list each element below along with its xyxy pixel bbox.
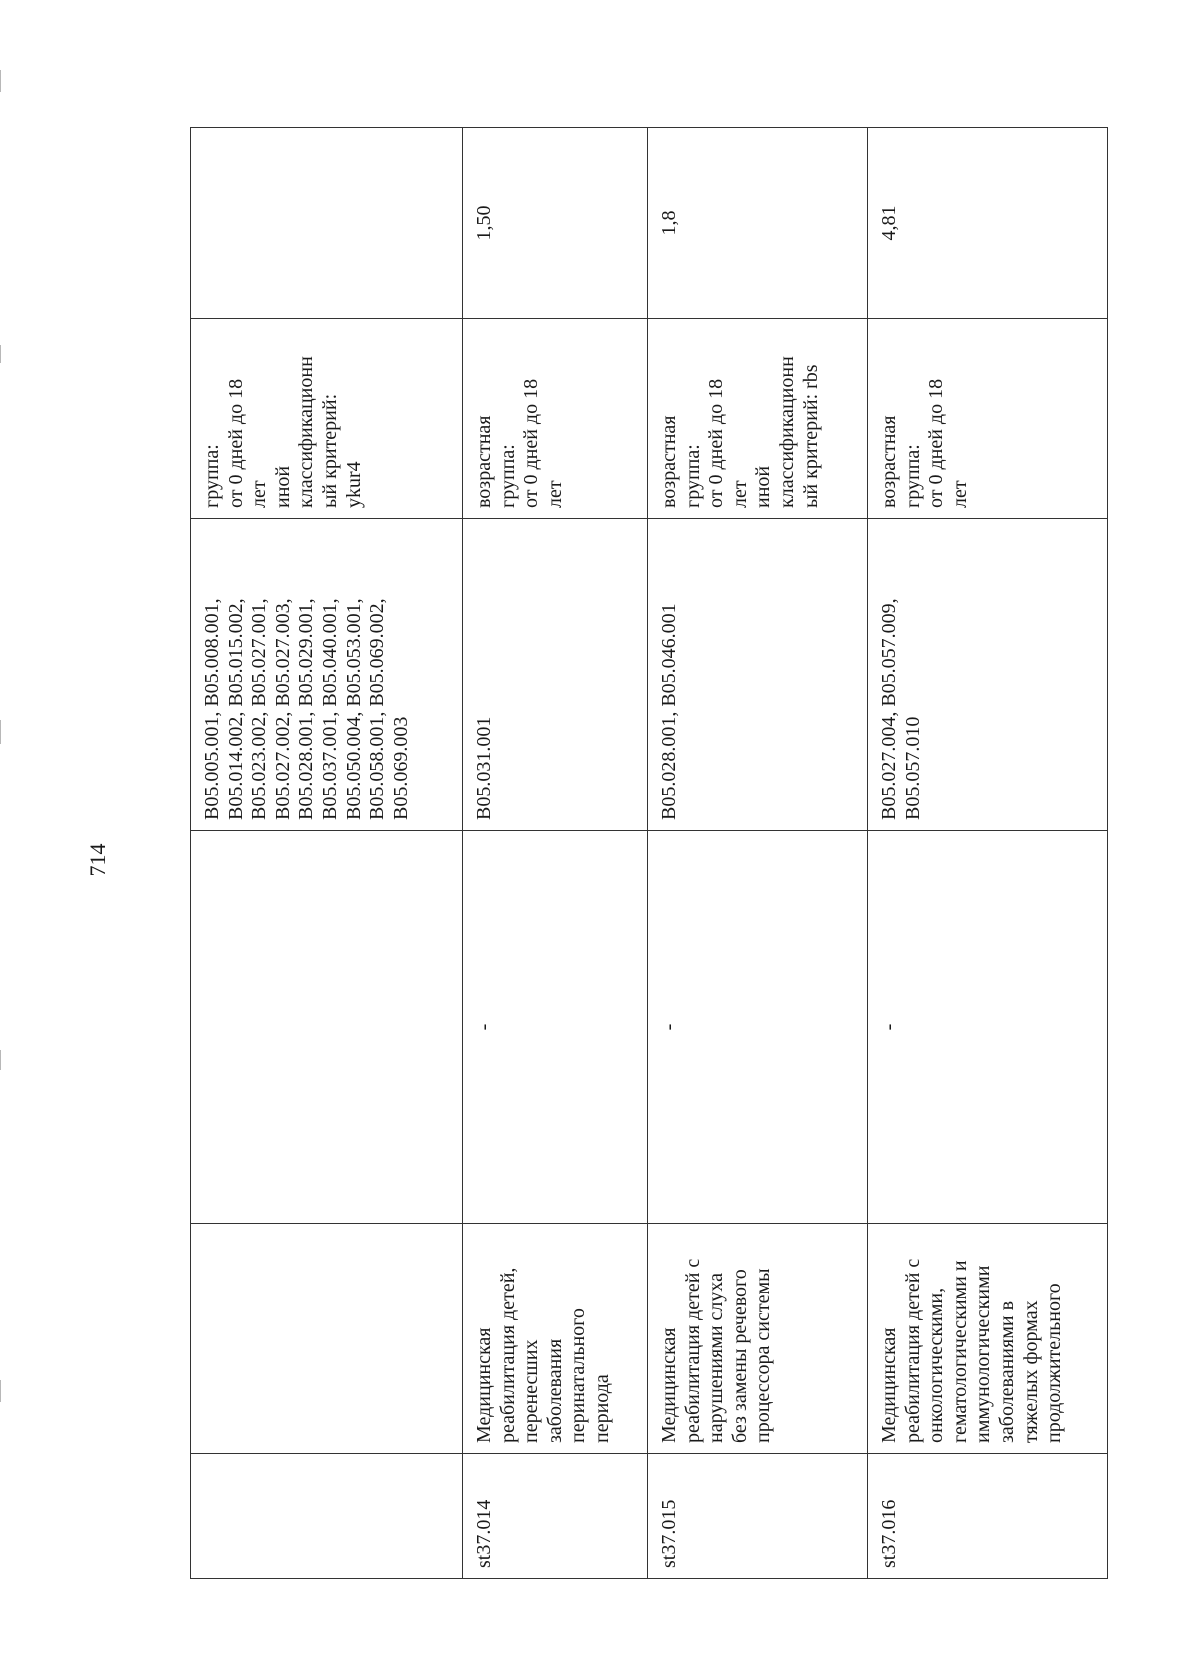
dash-cell: -: [648, 831, 868, 1224]
cell-text-line: заболевания: [543, 1338, 566, 1443]
cell-text-line: B05.028.001, B05.029.001,: [295, 598, 318, 820]
scan-mark: [0, 345, 1, 363]
services-cell: [191, 519, 463, 831]
cell-text-line: периода: [590, 1374, 613, 1443]
cell-text-line: B05.014.002, B05.015.002,: [224, 598, 247, 820]
cell-text-line: B05.023.002, B05.027.001,: [248, 598, 271, 820]
code-cell: st37.014: [463, 1454, 648, 1579]
criteria-cell: [648, 319, 868, 519]
cell-text-line: B05.050.004, B05.053.001,: [342, 598, 365, 820]
services-cell: [868, 519, 1108, 831]
cell-text-line: группа:: [201, 444, 223, 508]
cell-text-line: продолжительного: [1043, 1283, 1066, 1443]
dash-cell: -: [868, 831, 1108, 1224]
cell-text-line: лет: [543, 480, 566, 508]
cell-text-line: лет: [948, 480, 971, 508]
cell-text-line: заболеваниями в: [995, 1300, 1018, 1443]
cell-text-line: B05.069.003: [389, 716, 412, 820]
cell-text-line: от 0 дней до 18: [224, 378, 247, 508]
scan-mark: [0, 70, 1, 92]
cell-text-line: Медицинская: [473, 1327, 495, 1443]
scan-mark: [0, 720, 1, 744]
cell-text-line: ый критерий:: [318, 393, 341, 508]
cell-text-line: онкологическими,: [925, 1287, 948, 1443]
cell-text-line: группа:: [681, 444, 704, 508]
table-row: [648, 128, 868, 1579]
name-cell: [463, 1224, 648, 1454]
cell-text-line: без замены речевого: [728, 1269, 751, 1443]
cell-text-line: B05.031.001: [473, 716, 495, 820]
cell-text-line: лет: [248, 480, 271, 508]
tariff-table: [190, 127, 1108, 1579]
services-cell: [463, 519, 648, 831]
coefficient-cell: 4,81: [868, 128, 1108, 319]
cell-text-line: B05.005.001, B05.008.001,: [201, 598, 223, 820]
table-row: [191, 128, 463, 1579]
cell-text-line: процессора системы: [752, 1268, 775, 1443]
cell-text-line: B05.037.001, B05.040.001,: [318, 598, 341, 820]
scan-mark: [0, 1050, 1, 1070]
criteria-cell: [463, 319, 648, 519]
cell-text-line: B05.027.002, B05.027.003,: [271, 598, 294, 820]
cell-text-line: группа:: [496, 444, 519, 508]
dash-cell: -: [463, 831, 648, 1224]
code-cell: st37.015: [648, 1454, 868, 1579]
cell-text-line: Медицинская: [878, 1327, 900, 1443]
cell-text-line: реабилитация детей,: [496, 1267, 519, 1443]
cell-text-line: перинатального: [567, 1308, 590, 1443]
cell-text-line: B05.027.004, B05.057.009,: [878, 598, 900, 820]
cell-text-line: иной: [752, 465, 775, 508]
cell-text-line: Медицинская: [658, 1327, 680, 1443]
page-number: 714: [85, 843, 110, 877]
cell-text-line: иммунологическими: [972, 1265, 995, 1443]
cell-text-line: возрастная: [473, 415, 495, 508]
table-rotated-container: [190, 128, 1107, 1579]
criteria-cell: [868, 319, 1108, 519]
cell-text-line: B05.058.001, B05.069.002,: [366, 598, 389, 820]
cell-text-line: нарушениями слуха: [705, 1272, 728, 1443]
cell-text-line: возрастная: [658, 415, 680, 508]
name-cell: [191, 1224, 463, 1454]
services-cell: [648, 519, 868, 831]
name-cell: [648, 1224, 868, 1454]
cell-text-line: группа:: [901, 444, 924, 508]
cell-text-line: перенесших: [520, 1339, 543, 1443]
table-row: [463, 128, 648, 1579]
cell-text-line: классификационн: [295, 356, 318, 508]
coefficient-cell: [191, 128, 463, 319]
code-cell: st37.016: [868, 1454, 1108, 1579]
cell-text-line: реабилитация детей с: [901, 1258, 924, 1443]
cell-text-line: B05.028.001, B05.046.001: [658, 603, 680, 820]
cell-text-line: ый критерий: rbs: [799, 364, 822, 508]
cell-text-line: тяжелых формах: [1019, 1300, 1042, 1443]
cell-text-line: классификационн: [775, 356, 798, 508]
cell-text-line: лет: [728, 480, 751, 508]
cell-text-line: B05.057.010: [901, 716, 924, 820]
criteria-cell: [191, 319, 463, 519]
coefficient-cell: 1,8: [648, 128, 868, 319]
name-cell: [868, 1224, 1108, 1454]
cell-text-line: реабилитация детей с: [681, 1258, 704, 1443]
cell-text-line: гематологическими и: [948, 1260, 971, 1443]
cell-text-line: иной: [271, 465, 294, 508]
cell-text-line: от 0 дней до 18: [705, 378, 728, 508]
dash-cell: [191, 831, 463, 1224]
cell-text-line: от 0 дней до 18: [520, 378, 543, 508]
cell-text-line: от 0 дней до 18: [925, 378, 948, 508]
code-cell: [191, 1454, 463, 1579]
cell-text-line: возрастная: [878, 415, 900, 508]
scan-mark: [0, 1380, 1, 1402]
coefficient-cell: 1,50: [463, 128, 648, 319]
table-row: [868, 128, 1108, 1579]
cell-text-line: ykur4: [342, 461, 365, 508]
